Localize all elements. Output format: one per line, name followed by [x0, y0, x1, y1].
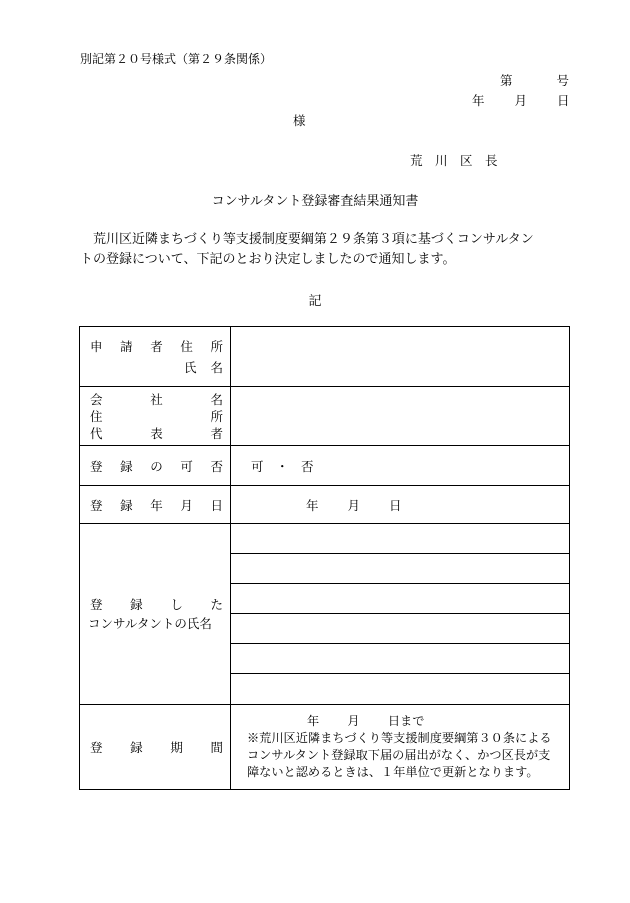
body-line-2: トの登録について、下記のとおり決定しましたので通知します。 — [80, 252, 456, 267]
label-char: 登 — [90, 597, 103, 612]
label-char: 申 — [90, 339, 103, 354]
table-row-period — [80, 705, 570, 790]
label-char: 者 — [210, 425, 223, 441]
company-value[interactable] — [231, 387, 570, 446]
label-char: 可 — [180, 458, 193, 474]
consultant-name-field[interactable] — [231, 614, 569, 644]
label-char: 住 — [180, 339, 193, 354]
label-char: 録 — [130, 740, 143, 755]
table-row-reg-date — [80, 486, 570, 524]
label-char: 登 — [90, 458, 103, 474]
reg-date-text: 年 月 日 — [306, 497, 402, 513]
label-char: 登 — [90, 740, 103, 755]
date-month: 月 — [514, 93, 528, 108]
period-date: 年 月 日まで — [307, 714, 425, 728]
table-row-company — [80, 387, 570, 446]
addressee: 様 — [293, 113, 306, 128]
label-char: の — [150, 458, 163, 474]
consultant-name-field[interactable] — [231, 674, 569, 704]
period-note-line: 障ないと認めるときは、１年単位で更新となります。 — [247, 765, 539, 779]
label-text: コンサルタントの氏名 — [88, 616, 212, 631]
ki-heading: 記 — [308, 294, 322, 309]
label-char: 名 — [210, 360, 223, 375]
label-char: 期 — [170, 740, 183, 755]
approval-label — [80, 446, 231, 486]
consultant-name-field[interactable] — [231, 524, 569, 554]
label-char: 会 — [90, 391, 103, 407]
table-row-consultants — [80, 524, 570, 705]
form-identifier: 別記第２０号様式（第２９条関係） — [80, 52, 273, 66]
label-char: 請 — [120, 339, 133, 354]
label-char: 録 — [130, 597, 143, 612]
number-dai: 第 — [500, 73, 513, 88]
label-char: し — [170, 597, 183, 612]
label-char: 所 — [210, 339, 223, 354]
period-note-line: ※荒川区近隣まちづくり等支援制度要綱第３０条による — [247, 731, 552, 745]
consultant-name-field[interactable] — [231, 554, 569, 584]
consultant-values — [231, 524, 570, 705]
label-char: 登 — [90, 497, 103, 513]
number-go: 号 — [556, 73, 570, 88]
label-char: 者 — [150, 339, 163, 354]
applicant-value[interactable] — [231, 327, 570, 387]
applicant-label — [80, 327, 231, 387]
label-char: 氏 — [183, 360, 197, 375]
consultant-label — [80, 524, 231, 705]
label-char: た — [210, 597, 223, 612]
issue-date — [472, 91, 570, 109]
body-text — [80, 230, 580, 270]
consultant-name-field[interactable] — [231, 644, 569, 674]
period-note-line: コンサルタント登録取下届の届出がなく、かつ区長が支 — [247, 748, 551, 762]
info-table — [79, 326, 570, 790]
reg-date-value[interactable] — [231, 486, 570, 524]
label-char: 社 — [150, 391, 163, 407]
table-row-applicant — [80, 327, 570, 387]
body-line-1: 荒川区近隣まちづくり等支援制度要綱第２９条第３項に基づくコンサルタン — [80, 232, 534, 247]
label-char: 録 — [120, 458, 133, 474]
label-char: 表 — [150, 425, 163, 441]
label-char: 間 — [210, 740, 223, 755]
label-char: 住 — [90, 408, 103, 424]
label-char: 所 — [210, 408, 223, 424]
document-title: コンサルタント登録審査結果通知書 — [211, 194, 419, 209]
label-char: 月 — [180, 497, 193, 513]
date-year: 年 — [472, 93, 485, 108]
label-char: 年 — [150, 497, 163, 513]
approval-value[interactable] — [231, 446, 570, 486]
company-label — [80, 387, 231, 446]
label-char: 否 — [210, 458, 223, 474]
consultant-name-field[interactable] — [231, 584, 569, 614]
date-day: 日 — [557, 93, 570, 108]
approval-choice: 可 ・ 否 — [251, 458, 314, 474]
reg-date-label — [80, 486, 231, 524]
issuer: 荒 川 区 長 — [410, 153, 498, 168]
period-label — [80, 705, 231, 790]
table-row-approval — [80, 446, 570, 486]
label-char: 録 — [120, 497, 133, 513]
period-value — [231, 705, 570, 790]
label-char: 代 — [90, 425, 103, 441]
label-char: 名 — [210, 391, 223, 407]
document-number — [500, 71, 569, 89]
label-char: 日 — [210, 497, 223, 513]
